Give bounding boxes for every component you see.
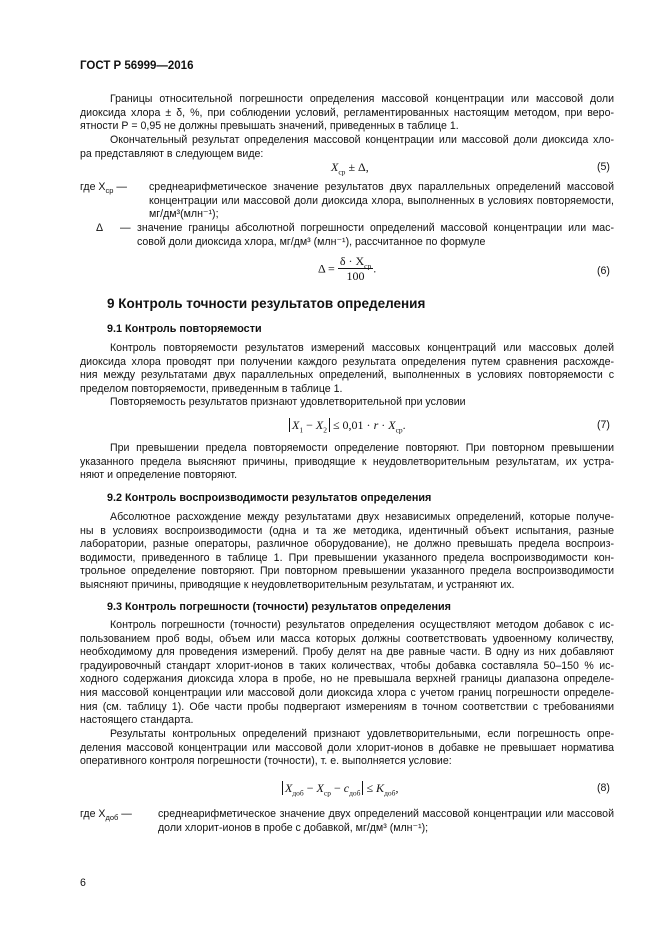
definition-lead-xdob: где $X_{доб}$ —	[80, 808, 132, 823]
text-line: доли хлорит-ионов в пробе с добавкой, мг/дм³ (млн⁻¹);	[158, 822, 429, 834]
text-line: мг/дм³(млн⁻¹);	[149, 208, 219, 221]
text-line: водимости, приведенного в таблице 1. При превышении указанного предела воспроизводимости кон-	[80, 551, 614, 564]
paragraph-repeatability-condition: Повторяемость результатов признают удовлетворительной при условии	[110, 396, 466, 408]
definition-dash-delta: —	[120, 222, 131, 234]
definition-text-xdob	[158, 808, 614, 822]
text-line: Абсолютное расхождение между результатами двух независимых определений, которые получе-	[110, 511, 614, 523]
formula-8: $X_{доб} - X_{ср} - c_{доб} \le K_{доб}$,	[282, 781, 398, 795]
text-line: Окончательный результат определения массовой концентрации или массовой доли диоксида хло-	[110, 134, 614, 146]
text-line: ятности Р = 0,95 не должны превышать значений, приведенных в таблице 1.	[80, 120, 459, 133]
text-line: выясняют причины, приводящие к неудовлетворительным результатам, и устраняют их.	[80, 578, 515, 591]
text-line: ны в условиях воспроизводимости (одна и та же методика, идентичный объект испытания, разные	[80, 524, 614, 537]
text-line: настоящего стандарта.	[80, 714, 194, 727]
formula-7: $X_1 - X_2 \le 0,01 \cdot r \cdot X_{ср}$.	[289, 418, 406, 432]
text-line: совой доли диоксида хлора, мг/дм³ (млн⁻¹), рассчитанное по формуле	[137, 235, 486, 248]
text-line: деления массовой концентрации или массовой доли хлорит-ионов в добавке не превышает норматива	[80, 741, 614, 754]
paragraph-accuracy-control	[80, 619, 614, 728]
text-line: Результаты контрольных определений признают удовлетворительными, если погрешность опре-	[110, 728, 614, 740]
paragraph-control-results	[80, 728, 614, 769]
text-line: лаборатории, разные операторы, различное оборудование), не должно превышать предела воспроиз-	[80, 538, 614, 551]
paragraph-repeatability-exceed	[80, 442, 614, 483]
formula-number-8: (8)	[597, 782, 610, 794]
subsection-heading-9-3: 9.3 Контроль погрешности (точности) результатов определения	[107, 601, 451, 613]
text-line: ра представляют в следующем виде:	[80, 147, 264, 160]
text-line: няют и определение повторяют.	[80, 469, 238, 482]
text-line: пределом повторяемости, приведенным в таблице 1.	[80, 382, 343, 395]
text-line: Контроль погрешности (точности) результатов определения осуществляют методом добавок с ис-	[110, 619, 614, 631]
text-line: При превышении предела повторяемости определение повторяют. При повторном превышении	[110, 442, 614, 454]
text-line: ходного содержания диоксида хлора в пробе, но не превышала верхней границы диапазона определе-	[80, 673, 614, 686]
text-line: среднеарифметическое значение двух определений массовой концентрации или массовой	[158, 808, 614, 820]
paragraph-error-limits	[80, 93, 614, 134]
text-line: ния (см. таблицу 1). Обе части пробы подвергают измерениям в точном соответствии с требованиями	[80, 700, 614, 713]
section-heading-9: 9 Контроль точности результатов определения	[107, 296, 426, 311]
paragraph-reproducibility	[80, 511, 614, 593]
formula-number-5: (5)	[597, 161, 610, 173]
formula-number-6: (6)	[597, 265, 610, 277]
text-line: пользованием проб воды, объем или масса которых должны соответствовать удвоенному количеству,	[80, 632, 614, 645]
definition-text-delta	[137, 222, 614, 249]
paragraph-repeatability	[80, 342, 614, 396]
page-number: 6	[80, 877, 86, 889]
definition-text-xdob-cont	[158, 822, 614, 836]
definition-text-xcp	[149, 181, 614, 222]
text-line: ния массовой концентрации или массовой доли диоксида хлора с учетом границ погрешности определе-	[80, 686, 614, 699]
text-line: оперативного контроля погрешности (точности), т. е. выполняется условие:	[80, 755, 452, 768]
text-line: градуировочный стандарт хлорит-ионов в таких количествах, чтобы добавка составляла 50–150 % ис-	[80, 659, 614, 672]
text-line: Контроль повторяемости результатов измерений массовых концентраций или массовых долей	[110, 342, 614, 354]
text-line: Границы относительной погрешности определения массовой концентрации или массовой доли	[110, 93, 614, 105]
definition-lead-delta: Δ	[96, 222, 104, 234]
formula-5: $X_{ср} \pm \Delta$,	[331, 160, 369, 177]
text-line: диоксида хлора проводят при получении каждого результата определения путем сравнения расхожде-	[80, 355, 614, 368]
text-line: указанного предела выясняют причины, приводящие к неудовлетворительным результатам, их устра-	[80, 455, 614, 468]
paragraph-final-result	[80, 134, 614, 161]
subsection-heading-9-2: 9.2 Контроль воспроизводимости результатов определения	[107, 492, 432, 504]
text-line: среднеарифметическое значение результатов двух параллельных определений массовой	[149, 181, 614, 193]
text-line: ния между результатами двух параллельных определений, выполненных в условиях повторяемости с	[80, 369, 614, 382]
text-line: значение границы абсолютной погрешности определений массовой концентрации или мас-	[137, 222, 614, 234]
document-id: ГОСТ Р 56999—2016	[80, 60, 194, 72]
subsection-heading-9-1: 9.1 Контроль повторяемости	[107, 323, 262, 335]
formula-number-7: (7)	[597, 419, 610, 431]
definition-lead-xcp: где $X_{ср}$ —	[80, 181, 127, 196]
text-line: необходимому для проведения измерений. Пробу делят на две равные части. В одну из них добавляют	[80, 646, 614, 659]
formula-6: Δ = $\frac{\delta \cdot X_{ср}}{100}$ .	[318, 254, 377, 283]
text-line: трольное определение повторяют. При повторном превышении указанного предела воспроизводимости	[80, 565, 614, 578]
text-line: концентрации или массовой доли диоксида хлора, выполненных в условиях повторяемости,	[149, 194, 614, 207]
text-line: диоксида хлора ± δ, %, при соблюдении условий, регламентированных настоящим методом, при веро-	[80, 106, 614, 119]
